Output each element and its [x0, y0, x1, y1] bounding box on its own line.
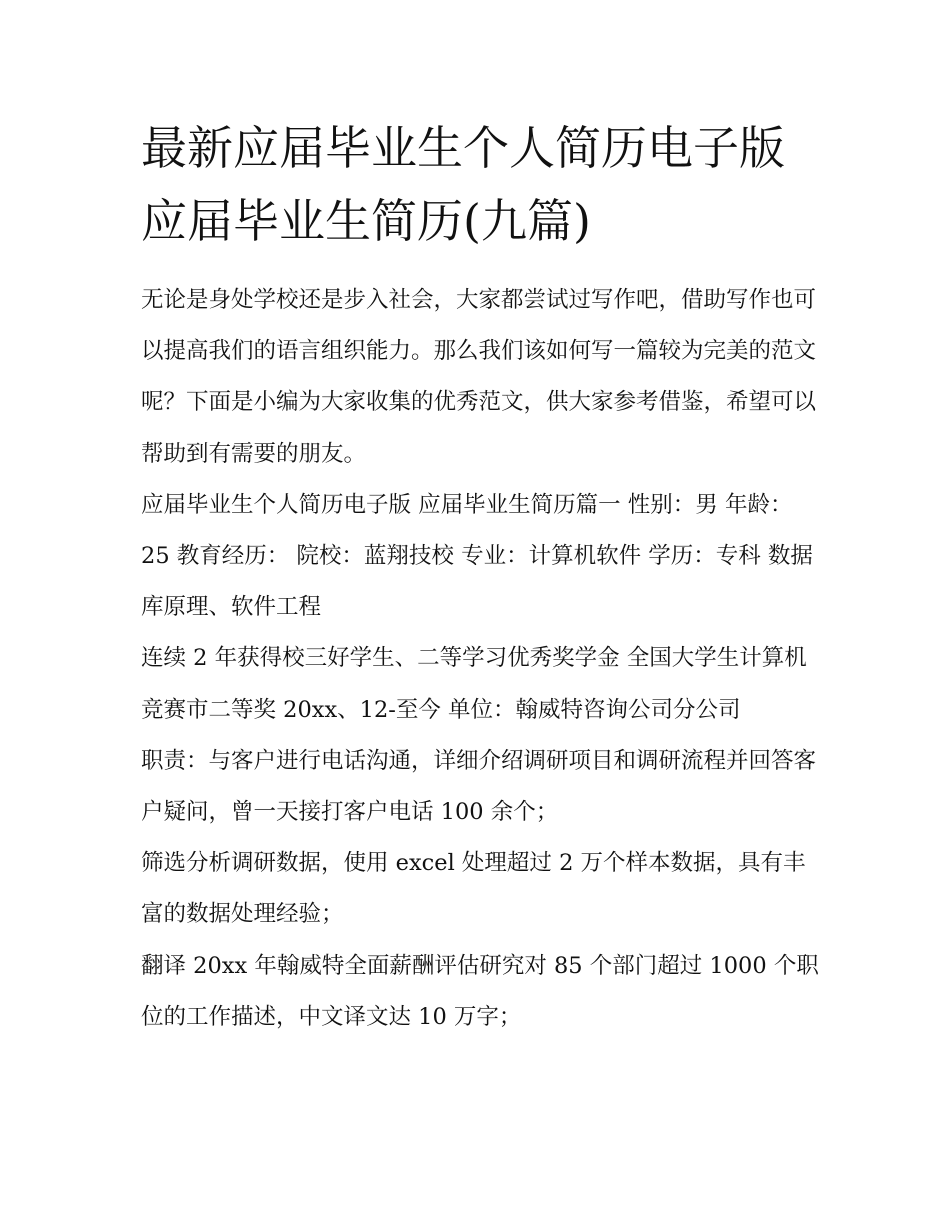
- document-title: 最新应届毕业生个人简历电子版 应届毕业生简历(九篇): [141, 121, 785, 248]
- duty-phone-paragraph: 职责：与客户进行电话沟通，详细介绍调研项目和调研流程并回答客户疑问，曾一天接打客户电话 100 余个；: [141, 747, 817, 826]
- awards-work-paragraph: 连续 2 年获得校三好学生、二等学习优秀奖学金 全国大学生计算机竞赛市二等奖 20xx、12-至今 单位：翰威特咨询公司分公司: [141, 645, 807, 723]
- duty-data-paragraph: 筛选分析调研数据，使用 excel 处理超过 2 万个样本数据，具有丰富的数据处理经验；: [141, 850, 806, 928]
- document-content: [141, 112, 821, 1043]
- duty-translation-paragraph: 翻译 20xx 年翰威特全面薪酬评估研究对 85 个部门超过 1000 个职位的工作描述，中文译文达 10 万字；: [141, 952, 819, 1030]
- intro-paragraph: 无论是身处学校还是步入社会，大家都尝试过写作吧，借助写作也可以提高我们的语言组织能力。那么我们该如何写一篇较为完美的范文呢？下面是小编为大家收集的优秀范文，供大家参考借鉴，希望可以帮助到有需要的朋友。: [141, 287, 817, 467]
- resume-basic-info-paragraph: 应届毕业生个人简历电子版 应届毕业生简历篇一 性别：男 年龄：25 教育经历： 院校：蓝翔技校 专业：计算机软件 学历：专科 数据库原理、软件工程: [141, 491, 813, 621]
